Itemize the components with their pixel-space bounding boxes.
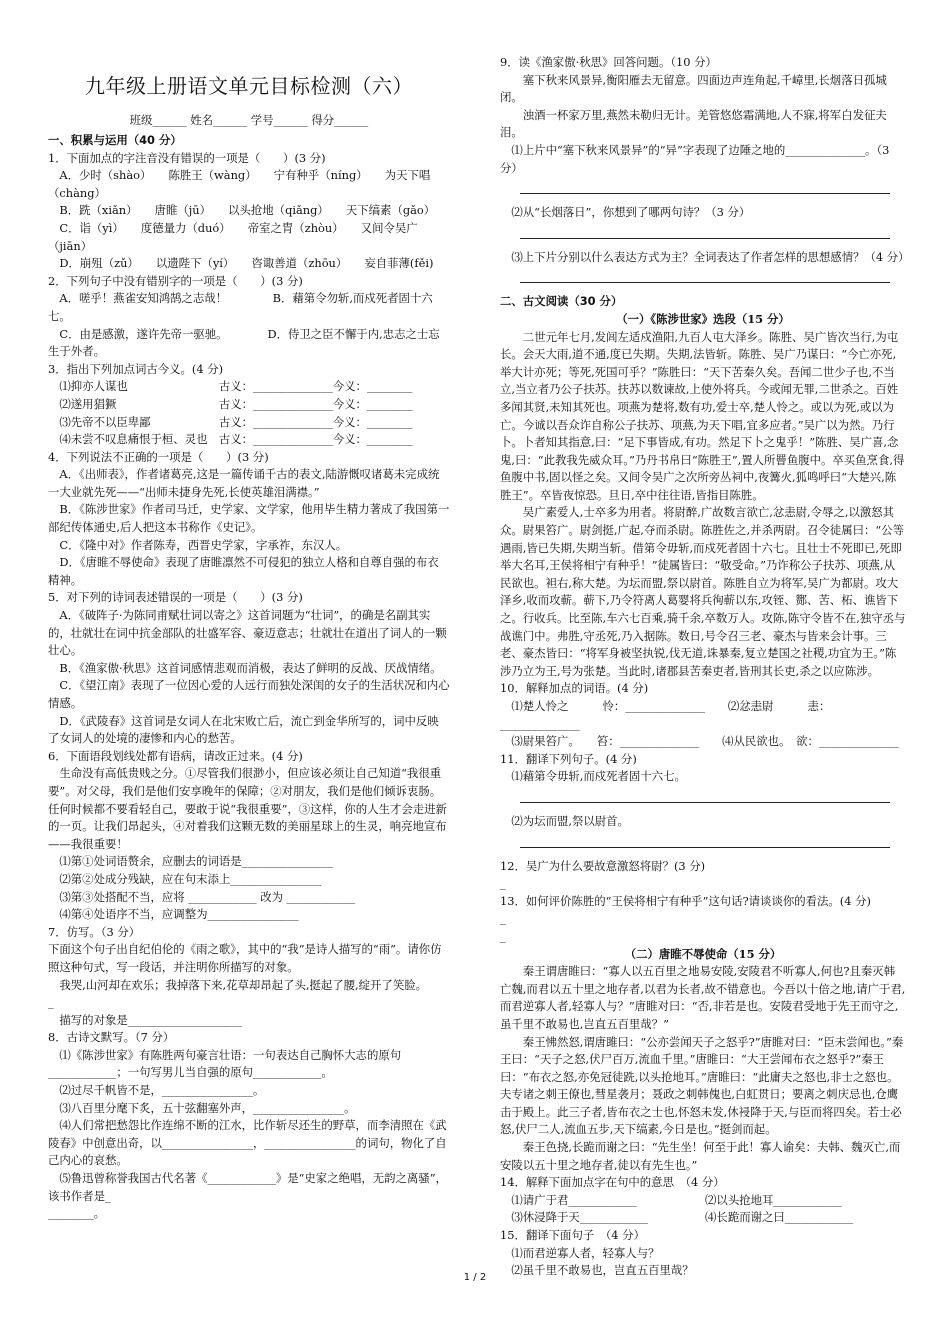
answer-line[interactable] [520,790,890,803]
question-text: _ [48,995,54,1010]
left-column [48,0,450,1223]
question-text: ⑴藉第令毋斩,而戍死者固十六七。 [500,769,686,784]
passage-title: （二）唐睢不辱使命（15 分） [624,946,782,961]
question-text: 3．指出下列加点词古今义。(4 分) [48,361,224,376]
question-text: 我哭,山河却在欢乐；我掉落下来,花草却昂起了头,挺起了腰,绽开了笑脸。 [48,977,427,992]
question-text: ________。 [48,1206,105,1221]
question-text: 10．解释加点的词语。(4 分) [500,681,649,696]
question-text: ⑵遂用猖獗 古义：______________今义：________ [48,396,413,411]
page-number: 1 / 2 [463,1272,487,1283]
question-text: A．《破阵子·为陈同甫赋壮词以寄之》这首词题为“壮词”，的确是名副其实的，壮就壮在词中抗金部队的壮盛军容、豪迈意志；壮就壮在道出了词人的一颗壮心。 [48,608,447,658]
answer-line[interactable] [520,270,890,283]
question-text: ⑵从“长烟落日”，你想到了哪两句诗？（3 分） [500,205,751,220]
question-text: ⑴请广于君____________ ⑵以头抢地耳____________ [500,1192,842,1207]
question-text: ⑶上下片分别以什么表达方式为主？全词表达了作者怎样的思想感情？（4 分） [500,249,910,264]
question-text: 7．仿写。（3 分） [48,924,141,939]
answer-line[interactable] [520,835,890,848]
question-text: 15．翻译下面句子 （4 分） [500,1228,645,1243]
question-text: ⑴上片中“塞下秋来风景异”的“异”字表现了边陲之地的______________。（3 分） [500,142,890,175]
left-column-body [48,132,450,1223]
question-text: 4．下列说法不正确的一项是（ ）(3 分) [48,449,269,464]
question-text: C．诣（yì） 度德量力（duó） 帝室之胄（zhòu） 又间令吴广（jiān） [48,220,418,253]
question-text: _ [500,911,506,926]
question-text: 描写的对象是____________________ [48,1012,242,1027]
question-text: 9．读《渔家傲·秋思》回答问题。（10 分） [500,55,717,69]
question-text: ⑴抑亦人谋也 古义：______________今义：________ [48,379,413,394]
question-text: 12．吴广为什么要故意激怒将尉？(3 分) [500,858,706,873]
passage-title: （一）《陈涉世家》选段（15 分） [616,311,790,326]
passage-paragraph: 秦王色挠,长跪而谢之曰：“先生坐！何至于此！寡人谕矣：夫韩、魏灭亡,而安陵以五十里之地存者,徒以有先生也。” [500,1140,901,1172]
question-text: ⑵虽千里不敢易也，岂直五百里哉？ [500,1263,694,1278]
section-heading: 二、古文阅读（30 分） [500,294,623,309]
question-text: B．《陈涉世家》作者司马迁，史学家、文学家，他用毕生精力著成了我国第一部纪传体通史,后人把这本书称作《史记》。 [48,502,450,535]
question-text: 生命没有高低贵贱之分。①尽管我们很渺小，但应该必须让自己知道“我很重要”。对父母，我们是他们安享晚年的保障；②对朋友，我们是他们倾诉衷肠。任何时候都不要看轻自己，要敢于说“我很重要”，③这样，你的人生才会走进新的一页。让我们昂起头，④对着我们这颗无数的美丽星球上的生灵，响亮地宣布——我很重要！ [48,766,447,851]
answer-line[interactable] [520,181,890,194]
question-text: 14．解释下面加点字在句中的意思 （4 分） [500,1175,725,1190]
question-text: 5．对下列的诗词表述错误的一项是（ ）(3 分) [48,590,303,605]
question-text: A．《出师表》，作者诸葛亮,这是一篇传诵千古的表文,陆游慨叹诸葛未完成统一大业就先死——“出师未捷身先死,长使英雄泪满襟。” [48,467,440,499]
question-text: 2．下列句子中没有错别字的一项是（ ）(3 分) [48,273,303,288]
question-text: ⑵过尽千帆皆不是，________________。 [48,1083,265,1098]
question-text: 11．翻译下列句子。(4 分) [500,751,637,766]
question-text: _ [500,876,506,891]
question-text: 8．古诗文默写。（7 分） [48,1030,175,1045]
question-text: ⑶八百里分麾下炙，五十弦翻塞外声，________________。 [48,1100,356,1115]
question-text: D．崩殂（zǔ） 以遗陛下（yí） 咨诹善道（zhōu） 妄自菲薄(fěi) [48,256,434,271]
question-text: ⑶休浸降于天____________ ⑷长跪而谢之曰____________ [500,1210,854,1225]
question-text: ⑷第④处语序不当，应调整为________________ [48,907,299,922]
question-text: A．少时（shào） 陈胜王（wàng） 宁有种乎（níng） 为天下唱（chàng） [48,168,431,200]
section-heading: 一、积累与运用（40 分） [48,133,182,147]
question-text: ⑸鲁迅曾称誉我国古代名著《____________》是“史家之绝唱，无韵之离骚”，该书作者是_ [48,1171,447,1203]
question-text: 塞下秋来风景异,衡阳雁去无留意。四面边声连角起,千嶂里,长烟落日孤城闭。 [500,72,887,105]
question-text: C．由是感激，遂许先帝一驱驰。 D．侍卫之臣不懈于内,忠志之士忘生于外者。 [48,326,440,359]
question-text: D．《武陵春》这首词是女词人在北宋败亡后，流亡到金华所写的，词中反映了女词人的处境的凄惨和内心的愁苦。 [48,713,439,746]
page-title: 九年级上册语文单元目标检测（六） [85,74,413,98]
question-text: ⑷未尝不叹息痛恨于桓、灵也 古义：______________今义：________ [48,432,413,447]
question-text: _ [500,928,506,943]
passage-paragraph: 吴广素爱人,士卒多为用者。将尉醉,广故数言欲亡,忿恚尉,令辱之,以激怒其众。尉果笞广。尉剑挺,广起,夺而杀尉。陈胜佐之,并杀两尉。召令徒属曰：“公等遇雨,皆已失期,失期当斩。借第令毋斩,而戍死者固十六七。且壮士不死即已,死即举大名耳,王侯将相宁有种乎！”徒属皆曰：“敬受命。”乃诈称公子扶苏、项燕,从民欲也。袒右,称大楚。为坛而盟,祭以尉首。陈胜自立为将军,吴广为都尉。攻大泽乡,收而攻蕲。蕲下,乃令符离人葛婴将兵徇蕲以东,攻铚、酂、苦、柘、谯皆下之。行收兵。比至陈,车六七百乘,骑千余,卒数万人。攻陈,陈守令皆不在,独守丞与战谯门中。弗胜,守丞死,乃入据陈。数日,号令召三老、豪杰与皆来会计事。三老、豪杰皆曰：“将军身被坚执锐,伐无道,诛暴秦,复立楚国之社稷,功宜为王。”陈涉乃立为王,号为张楚。当此时,诸郡县苦秦吏者,皆刑其长吏,杀之以应陈涉。 [500,505,906,678]
question-text: 6．下面语段划线处都有语病，请改正过来。(4 分) [48,748,303,763]
question-text: 浊酒一杯家万里,燕然未勒归无计。羌管悠悠霜满地,人不寐,将军白发征夫泪。 [500,107,887,140]
question-text: D．《唐睢不辱使命》表现了唐睢凛然不可侵犯的独立人格和自尊自强的布衣精神。 [48,555,439,587]
question-text: ⑵第②处成分残缺，应在句末添上________________ [48,871,322,886]
question-text: ⑴《陈涉世家》有陈胜两句豪言壮语：一句表达自己胸怀大志的原句____________；一句写男儿当自强的原句____________。 [48,1047,402,1080]
question-text: B．跣（xiǎn） 唐睢（jū） 以头抢地（qiǎng） 天下缟素（gǎo） [48,203,436,218]
passage-paragraph: 秦王谓唐睢曰：“寡人以五百里之地易安陵,安陵君不听寡人,何也?且秦灭韩亡魏,而君以五十里之地存者,以君为长者,故不错意也。今吾以十倍之地,请广于君,而君逆寡人者,轻寡人与？”唐睢对曰：“否,非若是也。安陵君受地于先王而守之,虽千里不敢易也,岂直五百里哉？” [500,964,906,1031]
question-text: ⑶先帝不以臣卑鄙 古义：______________今义：________ [48,414,413,429]
passage-paragraph: 二世元年七月,发闾左适戍渔阳,九百人屯大泽乡。陈胜、吴广皆次当行,为屯长。会天大雨,道不通,度已失期。失期,法皆斩。陈胜、吴广乃谋曰：“今亡亦死,举大计亦死；等死,死国可乎？”陈胜曰：“天下苦秦久矣。吾闻二世少子也,不当立,当立者乃公子扶苏。扶苏以数谏故,上使外将兵。今或闻无罪,二世杀之。百姓多闻其贤,未知其死也。项燕为楚将,数有功,爱士卒,楚人怜之。或以为死,或以为亡。今诚以吾众诈自称公子扶苏、项燕,为天下唱,宜多应者。”吴广以为然。乃行卜。卜者知其指意,曰：“足下事皆成,有功。然足下卜之鬼乎！”陈胜、吴广喜,念鬼,曰：“此教我先威众耳。”乃丹书帛曰“陈胜王”,置人所罾鱼腹中。卒买鱼烹食,得鱼腹中书,固以怪之矣。又间令吴广之次所旁丛祠中,夜篝火,狐鸣呼曰“大楚兴,陈胜王”。卒皆夜惊恐。旦日,卒中往往语,皆指目陈胜。 [500,329,905,502]
question-text: 1．下面加点的字注音没有错误的一项是（ ）(3 分) [48,150,326,165]
question-text: C．《隆中对》作者陈寿，西晋史学家，字承祚，东汉人。 [48,537,348,552]
question-text: B．《渔家傲·秋思》这首词感情悲观而消极，表达了鲜明的反战、厌战情绪。 [48,660,442,675]
question-text: ⑶第③处搭配不当，应将 ____________ 改为 ____________ [48,889,356,904]
passage-paragraph: 秦王怫然怒,谓唐雎曰：“公亦尝闻天子之怒乎?”唐睢对曰：“臣未尝闻也。”秦王曰：“天子之怒,伏尸百万,流血千里。”唐睢曰：“大王尝闻布衣之怒乎?”秦王曰：“布衣之怒,亦免冠徒跣,以头抢地耳。”唐睢曰：“此庸夫之怒也,非士之怒也。夫专诸之刺王僚也,彗星袭月；聂政之刺韩傀也,白虹贯日；要离之刺庆忌也,仓鹰击于殿上。此三子者,皆布衣之士也,怀怒未发,休祲降于天,与臣而将四矣。若士必怒,伏尸二人,流血五步,天下缟素,今日是也。”挺剑而起。 [500,1034,904,1137]
answer-line[interactable] [520,226,890,239]
question-text: 下面这个句子出自纪伯伦的《雨之歌》，其中的“我”是诗人描写的“雨”。请你仿照这种句式，写一段话，并注明你所描写的对象。 [48,942,442,974]
question-text: ⑷人们常把愁怨比作连绵不断的江水，比作斩尽还生的野草，而李清照在《武陵春》中创意出奇，以________________，________________的词句，物化了自己内心的哀愁。 [48,1118,447,1168]
question-text: ⑵为坛而盟,祭以尉首。 [500,813,629,828]
question-text: ⑶尉果笞广。 笞：______________ ⑷从民欲也。 欲：______________ [500,734,899,749]
question-text: C．《望江南》表现了一位因心爱的人远行而独处深闺的女子的生活状况和内心情感。 [48,678,450,710]
right-column-body [500,54,910,1280]
question-text: ⑴而君逆寡人者，轻寡人与？ [500,1245,660,1260]
question-text: 13．如何评价陈胜的“王侯将相宁有种乎”这句话?请谈谈你的看法。(4 分) [500,893,871,908]
student-info-line: 班级______ 姓名______ 学号______ 得分______ [129,113,369,127]
question-text: ⑴第①处词语赘余，应删去的词语是________________ [48,854,333,869]
question-text: A．嗟乎！燕雀安知鸿鹄之志哉！ B．藉第令勿斩,而戍死者固十六七。 [48,291,433,323]
question-text: ⑴楚人怜之 怜：______________ ⑵忿恚尉 恚：______________ [500,699,831,731]
right-column [500,54,910,1280]
